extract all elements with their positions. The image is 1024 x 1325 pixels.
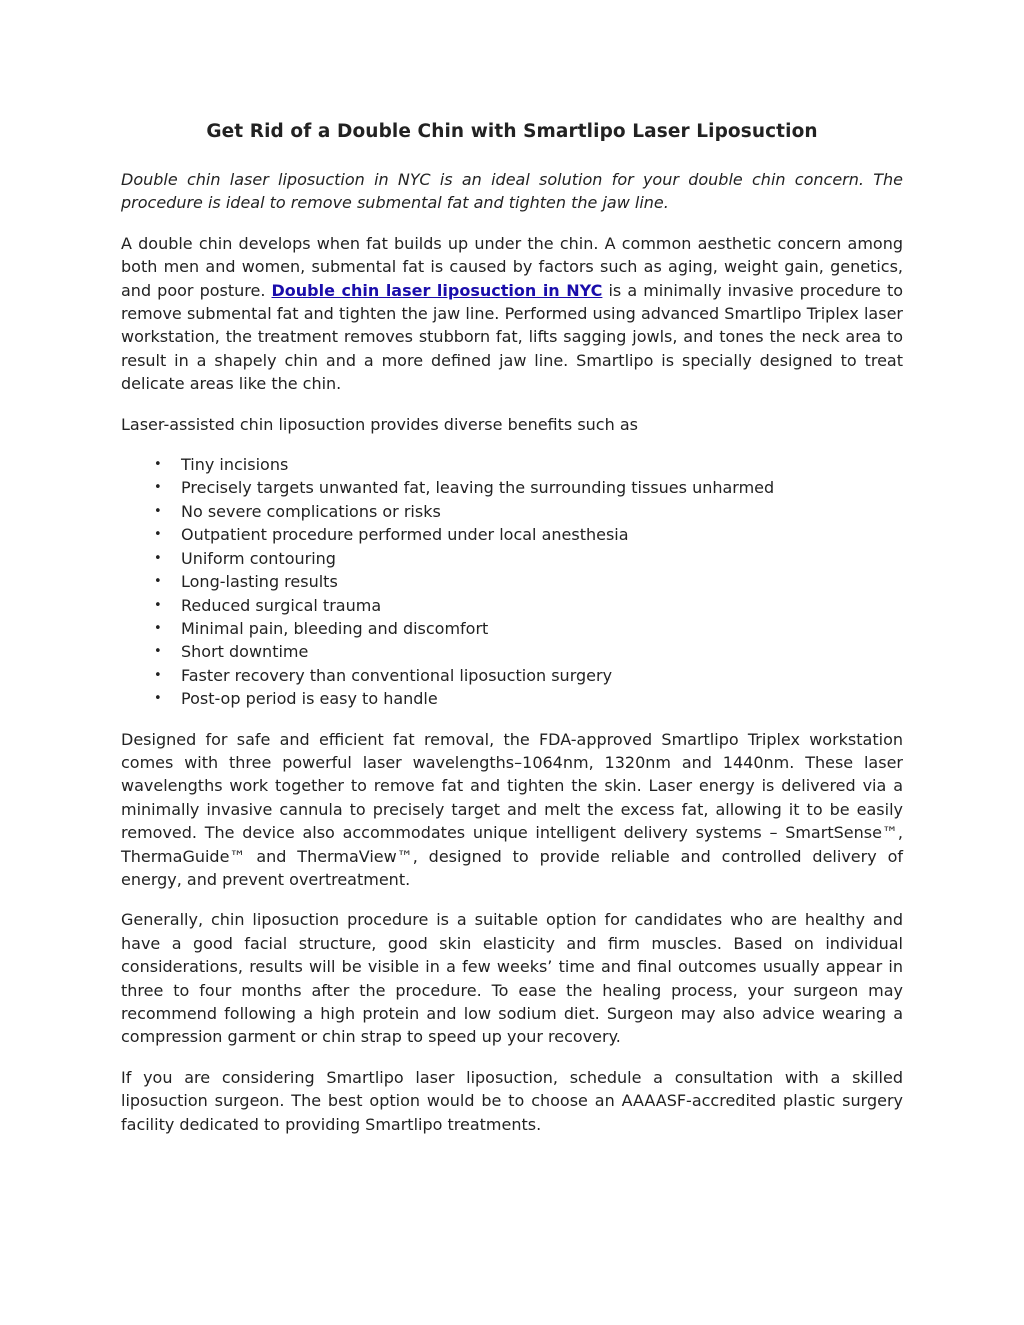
paragraph-text: A double chin develops when fat builds up under the chin. A common aesthetic concern among both men and women, submental fat is caused by factors such as aging, weight gain, genetics, and poor posture. bbox=[121, 233, 903, 300]
list-item-text: Minimal pain, bleeding and discomfort bbox=[181, 618, 489, 638]
document-page bbox=[121, 118, 903, 1153]
body-paragraph-2: Designed for safe and efficient fat removal, the FDA-approved Smartlipo Triplex workstation comes with three powerful laser wavelengths–1064nm, 1320nm and 1440nm. These laser wavelengths work together to remove fat and tighten the skin. Laser energy is delivered via a minimally invasive cannula to precisely target and melt the excess fat, allowing it to be easily removed. The device also accommodates unique intelligent delivery systems – SmartSense™, ThermaGuide™ and ThermaView™, designed to provide reliable and controlled delivery of energy, and prevent overtreatment. bbox=[121, 729, 903, 889]
list-item-text: No severe complications or risks bbox=[181, 501, 441, 521]
bullet-icon: • bbox=[154, 574, 162, 590]
list-item bbox=[121, 640, 903, 663]
benefits-list bbox=[121, 453, 903, 710]
list-item bbox=[121, 687, 903, 710]
bullet-icon: • bbox=[154, 503, 162, 519]
list-item bbox=[121, 547, 903, 570]
benefits-intro: Laser-assisted chin liposuction provides diverse benefits such as bbox=[121, 414, 638, 434]
intro-paragraph: Double chin laser liposuction in NYC is an ideal solution for your double chin concern. The procedure is ideal to remove submental fat and tighten the jaw line. bbox=[121, 170, 903, 213]
bullet-icon: • bbox=[154, 620, 162, 636]
list-item-text: Post-op period is easy to handle bbox=[181, 689, 438, 709]
body-paragraph-3: Generally, chin liposuction procedure is a suitable option for candidates who are healthy and have a good facial structure, good skin elasticity and firm muscles. Based on individual considerations, results will be visible in a few weeks’ time and final outcomes usually appear in three to four months after the procedure. To ease the healing process, your surgeon may recommend following a high protein and low sodium diet. Surgeon may also advice wearing a compression garment or chin strap to speed up your recovery. bbox=[121, 910, 903, 1047]
list-item-text: Precisely targets unwanted fat, leaving the surrounding tissues unharmed bbox=[181, 478, 775, 498]
bullet-icon: • bbox=[154, 550, 162, 566]
paragraph-text: is a minimally invasive procedure to remove submental fat and tighten the jaw line. Performed using advanced Smartlipo Triplex laser workstation, the treatment removes stubborn fat, lifts sagging jowls, and tones the neck area to result in a shapely chin and a more defined jaw line. Smartlipo is specially designed to treat delicate areas like the chin. bbox=[121, 280, 904, 394]
list-item-text: Uniform contouring bbox=[181, 548, 336, 568]
bullet-icon: • bbox=[154, 691, 162, 707]
list-item bbox=[121, 594, 903, 617]
list-item-text: Short downtime bbox=[181, 642, 309, 662]
bullet-icon: • bbox=[154, 644, 162, 660]
list-item bbox=[121, 523, 903, 546]
procedure-link[interactable]: Double chin laser liposuction in NYC bbox=[271, 280, 603, 300]
bullet-icon: • bbox=[154, 597, 162, 613]
list-item bbox=[121, 476, 903, 499]
list-item-text: Reduced surgical trauma bbox=[181, 595, 382, 615]
body-paragraph-1 bbox=[121, 232, 903, 396]
body-paragraph-4: If you are considering Smartlipo laser liposuction, schedule a consultation with a skilled liposuction surgeon. The best option would be to choose an AAAASF-accredited plastic surgery facility dedicated to providing Smartlipo treatments. bbox=[121, 1067, 903, 1134]
list-item-text: Outpatient procedure performed under local anesthesia bbox=[181, 525, 629, 545]
list-item-text: Tiny incisions bbox=[181, 455, 289, 475]
bullet-icon: • bbox=[154, 527, 162, 543]
list-item bbox=[121, 500, 903, 523]
list-item-text: Faster recovery than conventional liposuction surgery bbox=[181, 665, 613, 685]
list-item bbox=[121, 617, 903, 640]
list-item bbox=[121, 664, 903, 687]
list-item bbox=[121, 453, 903, 476]
list-item-text: Long-lasting results bbox=[181, 572, 338, 592]
bullet-icon: • bbox=[154, 457, 162, 473]
bullet-icon: • bbox=[154, 667, 162, 683]
bullet-icon: • bbox=[154, 480, 162, 496]
list-item bbox=[121, 570, 903, 593]
page-title: Get Rid of a Double Chin with Smartlipo Laser Liposuction bbox=[206, 121, 818, 142]
